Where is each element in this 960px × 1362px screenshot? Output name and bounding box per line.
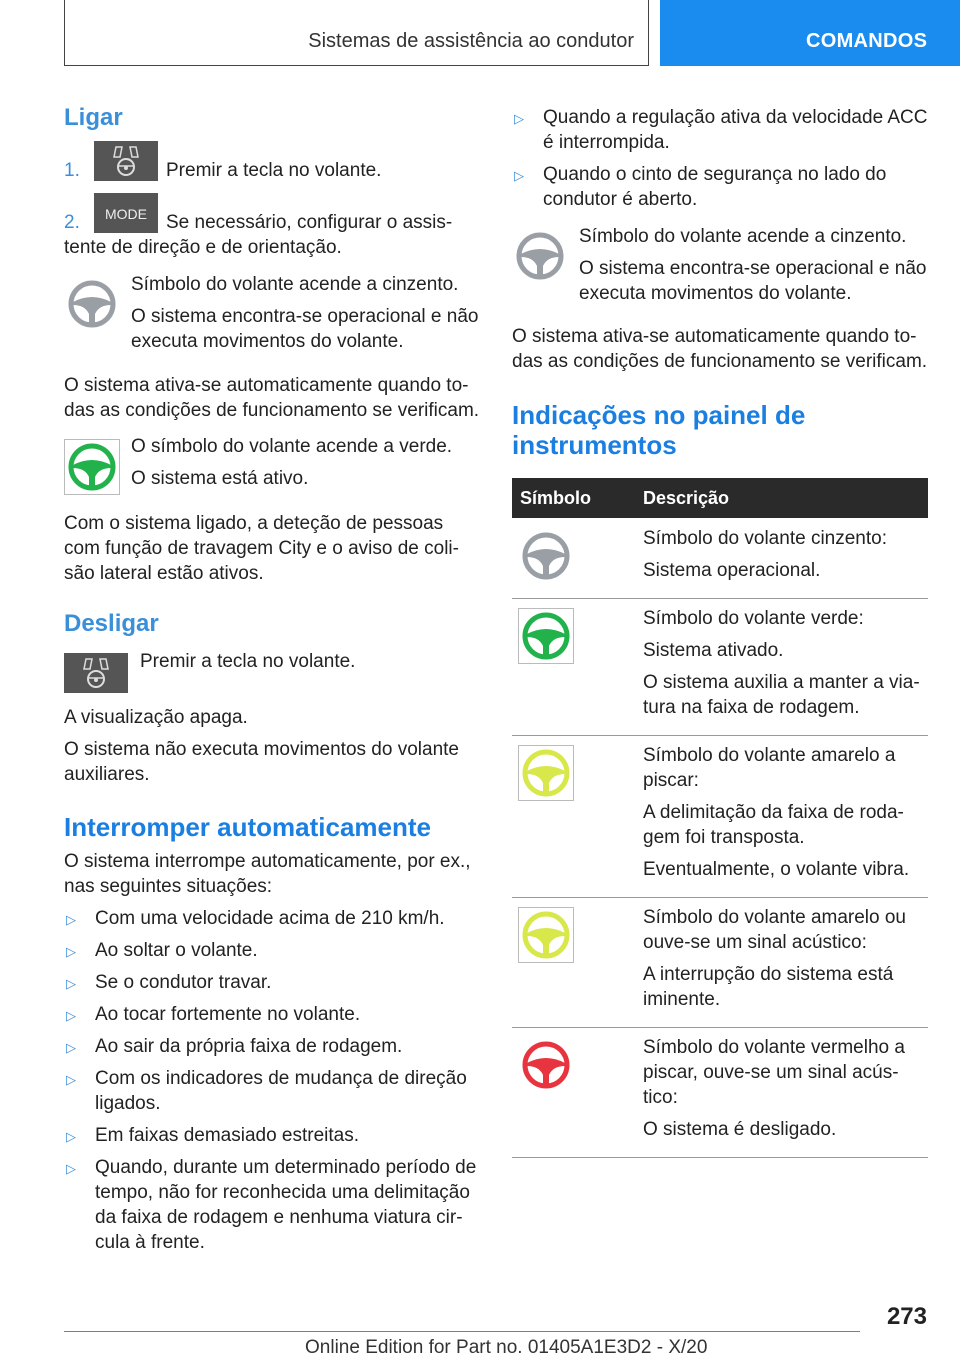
- mode-label: MODE: [105, 206, 147, 222]
- table-description-text: Sistema operacional.: [643, 560, 821, 581]
- interromper-line-1: O sistema interrompe automaticamente, por ex.,: [64, 851, 471, 872]
- mode-button-icon: [94, 193, 158, 233]
- red-steering-wheel-icon: [518, 1037, 574, 1093]
- on-text-line-1: Com o sistema ligado, a deteção de pessoas: [64, 513, 444, 534]
- table-description-text: piscar, ouve-se um sinal acús-: [643, 1062, 899, 1083]
- table-row-divider: [512, 1157, 928, 1158]
- table-description-text: Sistema ativado.: [643, 640, 784, 661]
- green-steering-wheel-icon: [64, 439, 120, 495]
- step-2-line-2: tente de direção e de orientação.: [64, 237, 342, 258]
- table-col-description: Descrição: [643, 488, 730, 508]
- green-steering-wheel-icon: [518, 608, 574, 664]
- header-tab-label: COMANDOS: [806, 30, 928, 52]
- table-description-text: tico:: [643, 1087, 678, 1108]
- table-description-text: gem foi transposta.: [643, 827, 805, 848]
- table-description-text: Símbolo do volante amarelo a: [643, 745, 896, 766]
- bullet-triangle-icon: ▷: [514, 168, 524, 183]
- auto-activate-line-1: O sistema ativa-se automaticamente quando to-: [64, 375, 469, 396]
- auto-activate-right-line-1: O sistema ativa-se automaticamente quando to-: [512, 326, 917, 347]
- auto-activate-right-line-2: das as condições de funcionamento se verificam.: [512, 351, 928, 372]
- step-1-text: Premir a tecla no volante.: [166, 160, 382, 181]
- bullet-text: Em faixas demasiado estreitas.: [95, 1125, 360, 1146]
- table-description-text: Eventualmente, o volante vibra.: [643, 859, 910, 880]
- on-text-line-3: são lateral estão ativos.: [64, 563, 264, 584]
- nao-exec-line-1: O sistema não executa movimentos do volante: [64, 739, 459, 760]
- bullet-text: Quando, durante um determinado período de: [95, 1157, 477, 1178]
- table-row-divider: [512, 1027, 928, 1028]
- page-number: 273: [886, 1303, 927, 1330]
- grey-steering-wheel-icon: [518, 528, 574, 584]
- yellow-steering-wheel-icon: [518, 907, 574, 963]
- table-description-text: Símbolo do volante vermelho a: [643, 1037, 905, 1058]
- grey-symbol-right-text-2a: O sistema encontra-se operacional e não: [579, 258, 927, 279]
- table-description-text: tura na faixa de rodagem.: [643, 697, 860, 718]
- auto-activate-line-2: das as condições de funcionamento se verificam.: [64, 400, 480, 421]
- lane-assist-button-icon: [94, 141, 158, 181]
- table-row-divider: [512, 735, 928, 736]
- grey-steering-wheel-icon: [64, 276, 120, 332]
- bullet-text: cula à frente.: [95, 1232, 205, 1253]
- table-row-divider: [512, 598, 928, 599]
- bullet-text: Quando o cinto de segurança no lado do: [543, 164, 887, 185]
- bullet-text: Ao sair da própria faixa de rodagem.: [95, 1036, 403, 1057]
- bullet-triangle-icon: ▷: [66, 976, 76, 991]
- bullet-triangle-icon: ▷: [66, 1072, 76, 1087]
- heading-indicacoes-2: instrumentos: [512, 430, 677, 460]
- footer-rule: [64, 1331, 860, 1332]
- nao-exec-line-2: auxiliares.: [64, 764, 150, 785]
- heading-desligar: Desligar: [64, 610, 159, 637]
- bullet-triangle-icon: ▷: [66, 912, 76, 927]
- heading-indicacoes-1: Indicações no painel de: [512, 400, 806, 430]
- symbol-table-header: [512, 478, 928, 518]
- lane-assist-button-icon-off: [64, 653, 128, 693]
- bullet-triangle-icon: ▷: [66, 1129, 76, 1144]
- table-description-text: ouve-se um sinal acústico:: [643, 932, 867, 953]
- bullet-text: Ao soltar o volante.: [95, 940, 258, 961]
- table-description-text: Símbolo do volante cinzento:: [643, 528, 887, 549]
- step-2-number: 2.: [64, 212, 80, 233]
- vis-apaga-text: A visualização apaga.: [64, 707, 248, 728]
- bullet-triangle-icon: ▷: [66, 1161, 76, 1176]
- table-description-text: Símbolo do volante amarelo ou: [643, 907, 906, 928]
- bullet-text: tempo, não for reconhecida uma delimitação: [95, 1182, 470, 1203]
- step-1-number: 1.: [64, 160, 80, 181]
- bullet-text: é interrompida.: [543, 132, 670, 153]
- table-description-text: piscar:: [643, 770, 699, 791]
- table-description-text: Símbolo do volante verde:: [643, 608, 864, 629]
- desligar-text: Premir a tecla no volante.: [140, 651, 356, 672]
- header-tab[interactable]: [660, 0, 960, 66]
- on-text-line-2: com função de travagem City e o aviso de coli-: [64, 538, 459, 559]
- grey-symbol-text-2a: O sistema encontra-se operacional e não: [131, 306, 479, 327]
- step-2-line-1: Se necessário, configurar o assis-: [166, 212, 453, 233]
- table-description-text: O sistema é desligado.: [643, 1119, 837, 1140]
- table-description-text: A delimitação da faixa de roda-: [643, 802, 904, 823]
- bullet-text: Quando a regulação ativa da velocidade ACC: [543, 107, 928, 128]
- table-col-symbol: Símbolo: [520, 488, 591, 508]
- bullet-text: Com os indicadores de mudança de direção: [95, 1068, 467, 1089]
- footer-edition: Online Edition for Part no. 01405A1E3D2 - X/20: [305, 1337, 708, 1358]
- heading-ligar: Ligar: [64, 104, 123, 131]
- bullet-text: Com uma velocidade acima de 210 km/h.: [95, 908, 445, 929]
- table-description-text: O sistema auxilia a manter a via-: [643, 672, 920, 693]
- bullet-triangle-icon: ▷: [66, 1008, 76, 1023]
- bullet-text: Ao tocar fortemente no volante.: [95, 1004, 361, 1025]
- grey-symbol-right-text-2b: executa movimentos do volante.: [579, 283, 852, 304]
- green-symbol-text-2: O sistema está ativo.: [131, 468, 309, 489]
- green-symbol-text-1: O símbolo do volante acende a verde.: [131, 436, 453, 457]
- interromper-line-2: nas seguintes situações:: [64, 876, 273, 897]
- grey-symbol-text-2b: executa movimentos do volante.: [131, 331, 404, 352]
- bullet-text: ligados.: [95, 1093, 161, 1114]
- table-description-text: A interrupção do sistema está: [643, 964, 894, 985]
- grey-symbol-right-text-1: Símbolo do volante acende a cinzento.: [579, 226, 907, 247]
- bullet-triangle-icon: ▷: [514, 111, 524, 126]
- heading-interromper: Interromper automaticamente: [64, 812, 431, 842]
- bullet-text: da faixa de rodagem e nenhuma viatura cir-: [95, 1207, 463, 1228]
- bullet-triangle-icon: ▷: [66, 944, 76, 959]
- bullet-text: Se o condutor travar.: [95, 972, 272, 993]
- yellow-steering-wheel-icon: [518, 745, 574, 801]
- header-section: [64, 0, 649, 66]
- header-section-title: Sistemas de assistência ao condutor: [308, 30, 634, 52]
- grey-steering-wheel-icon-right: [512, 228, 568, 284]
- bullet-triangle-icon: ▷: [66, 1040, 76, 1055]
- bullet-text: condutor é aberto.: [543, 189, 698, 210]
- table-row-divider: [512, 897, 928, 898]
- grey-symbol-text-1: Símbolo do volante acende a cinzento.: [131, 274, 459, 295]
- table-description-text: iminente.: [643, 989, 721, 1010]
